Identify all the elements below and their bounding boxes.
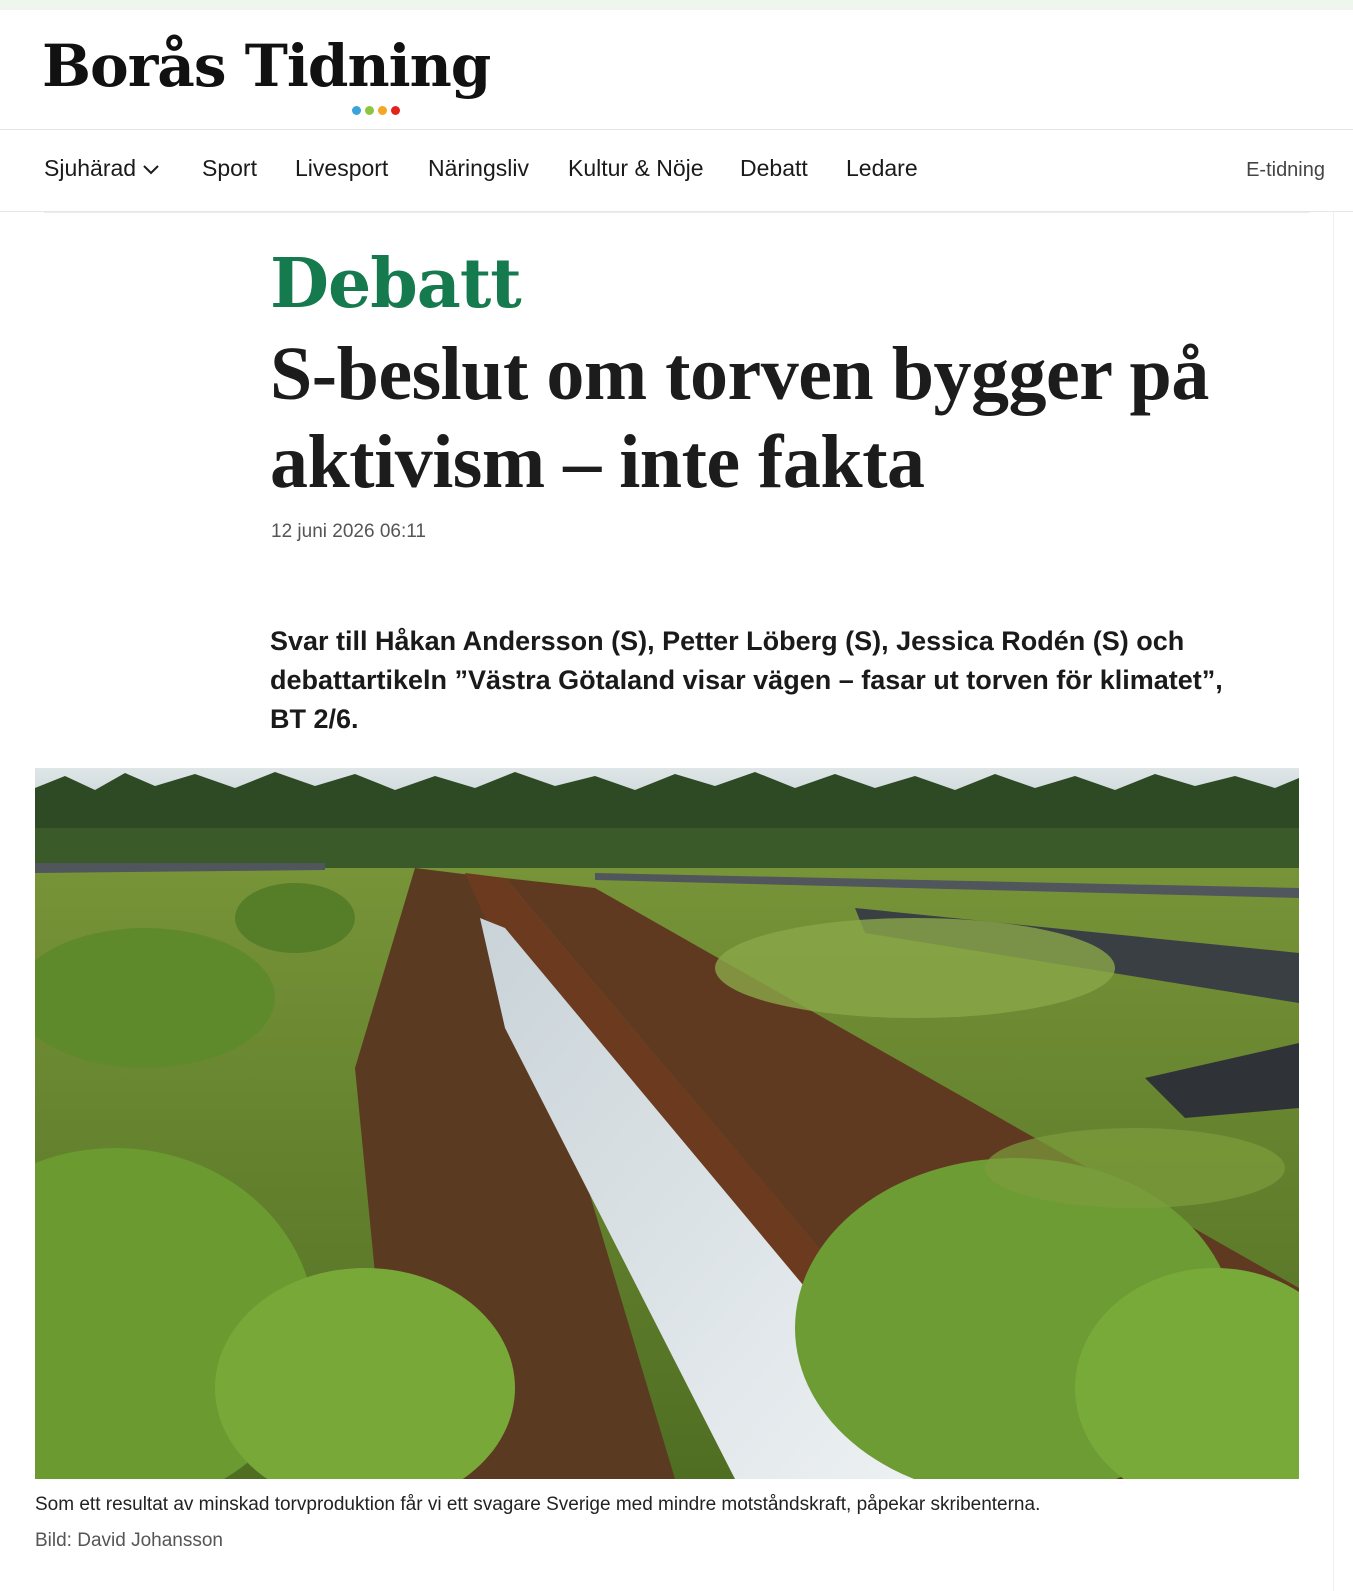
- nav-item-label: Livesport: [295, 155, 389, 181]
- nav-item-sport[interactable]: [202, 155, 257, 182]
- nav-item-label: Sjuhärad: [44, 155, 137, 181]
- nav-item-sjuharad[interactable]: [44, 155, 160, 182]
- logo-dots: [352, 106, 400, 115]
- content-divider: [44, 212, 1310, 218]
- publish-date: 12 juni 2026 06:11: [271, 521, 426, 542]
- article-headline: S-beslut om torven bygger på aktivism – inte fakta: [270, 332, 1209, 504]
- page-edge: [1333, 212, 1353, 1591]
- logo-dot-green: [365, 106, 374, 115]
- site-logo[interactable]: Borås Tidning: [42, 32, 491, 100]
- nav-item-ledare[interactable]: [846, 155, 918, 182]
- nav-item-naringsliv[interactable]: [428, 155, 529, 182]
- article-ingress: Svar till Håkan Andersson (S), Petter Löberg (S), Jessica Rodén (S) och debattartikeln ”Västra Götaland visar vägen – fasar ut torven för klimatet”, BT 2/6.: [270, 626, 1223, 734]
- nav-item-debatt[interactable]: [740, 155, 808, 182]
- image-caption: Som ett resultat av minskad torvproduktion får vi ett svagare Sverige med mindre motståndskraft, påpekar skribenterna.: [35, 1494, 1041, 1515]
- e-tidning-link[interactable]: E-tidning: [1246, 159, 1325, 181]
- logo-dot-blue: [352, 106, 361, 115]
- article-image[interactable]: [35, 768, 1299, 1479]
- nav-item-label: Näringsliv: [428, 155, 529, 181]
- main-nav: [0, 130, 1353, 212]
- image-credit: Bild: David Johansson: [35, 1530, 223, 1551]
- site-header: [0, 10, 1353, 130]
- nav-item-label: Debatt: [740, 155, 808, 181]
- nav-item-kultur-noje[interactable]: [568, 155, 704, 182]
- nav-item-label: Kultur & Nöje: [568, 155, 704, 181]
- logo-dot-red: [391, 106, 400, 115]
- section-label[interactable]: Debatt: [270, 244, 521, 324]
- peat-bog-photo: [35, 768, 1299, 1479]
- top-accent-bar: [0, 0, 1353, 10]
- logo-dot-orange: [378, 106, 387, 115]
- nav-item-livesport[interactable]: [295, 155, 388, 182]
- nav-item-label: Ledare: [846, 155, 918, 181]
- nav-item-label: Sport: [202, 155, 257, 181]
- chevron-down-icon: [142, 155, 160, 182]
